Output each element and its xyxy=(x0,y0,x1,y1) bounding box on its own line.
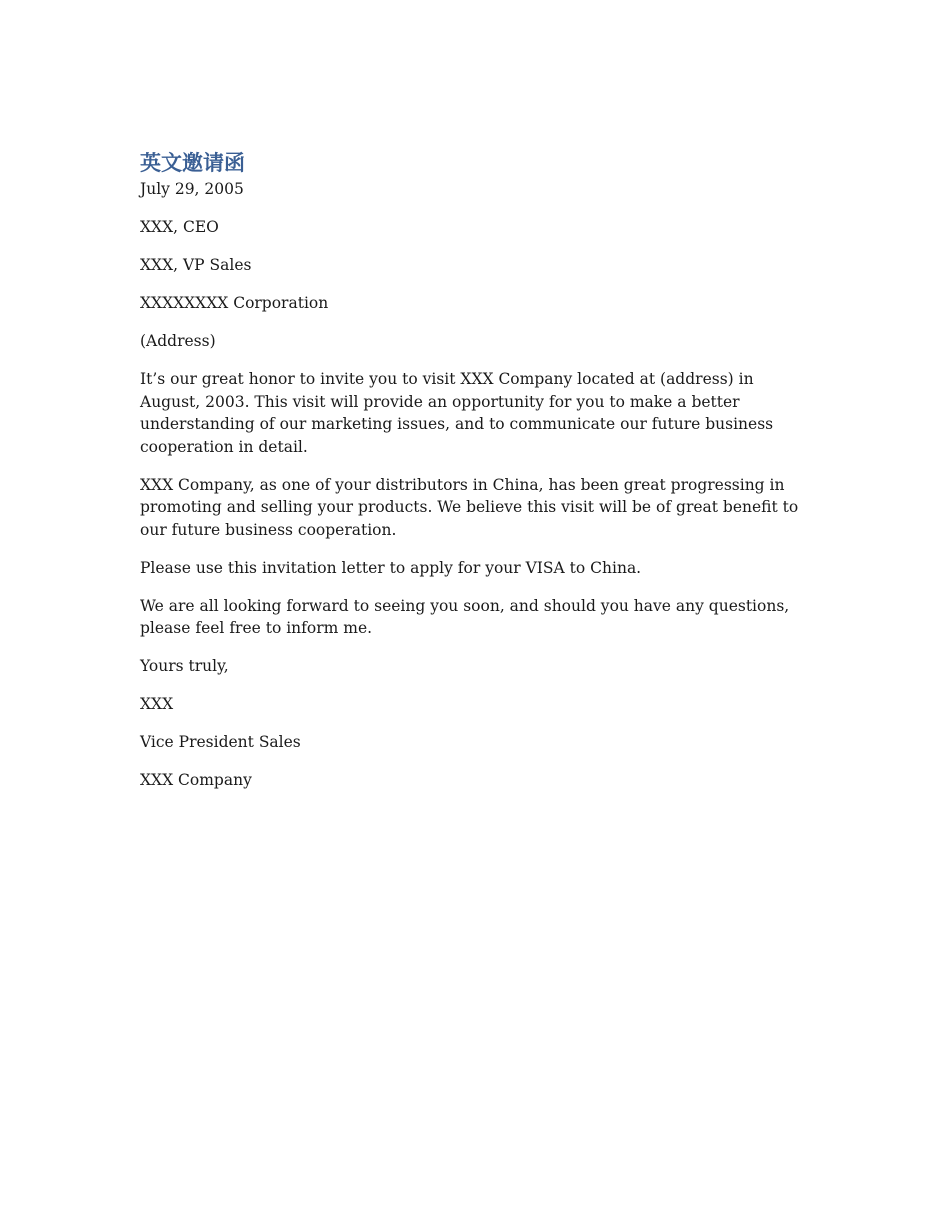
body-paragraph: XXX Company, as one of your distributors in China, has been great progressing in promoting and selling your products. We believe this visit will be of great benefit to our future business cooperation. xyxy=(140,475,799,539)
letter-date: July 29, 2005 xyxy=(140,180,244,198)
recipient-company: XXXXXXXX Corporation xyxy=(140,294,329,312)
body-paragraph: Please use this invitation letter to apply for your VISA to China. xyxy=(140,558,642,577)
recipient-line: XXX, VP Sales xyxy=(140,256,252,274)
recipient-address: (Address) xyxy=(140,332,216,350)
body-paragraph: It’s our great honor to invite you to visit XXX Company located at (address) in August, 2003. This visit will provide an opportunity for you to make a better understanding of our marketing issues, and to communicate our future business cooperation in detail. xyxy=(140,370,774,456)
closing-line: Yours truly, xyxy=(140,657,229,675)
body-paragraph: We are all looking forward to seeing you soon, and should you have any questions, please feel free to inform me. xyxy=(140,596,790,637)
letter-body xyxy=(140,148,812,807)
signature-company: XXX Company xyxy=(140,771,252,789)
signature-title: Vice President Sales xyxy=(140,733,301,751)
signature-name: XXX xyxy=(140,695,174,713)
recipient-line: XXX, CEO xyxy=(140,218,219,236)
document-title: 英文邀请函 xyxy=(140,151,245,175)
